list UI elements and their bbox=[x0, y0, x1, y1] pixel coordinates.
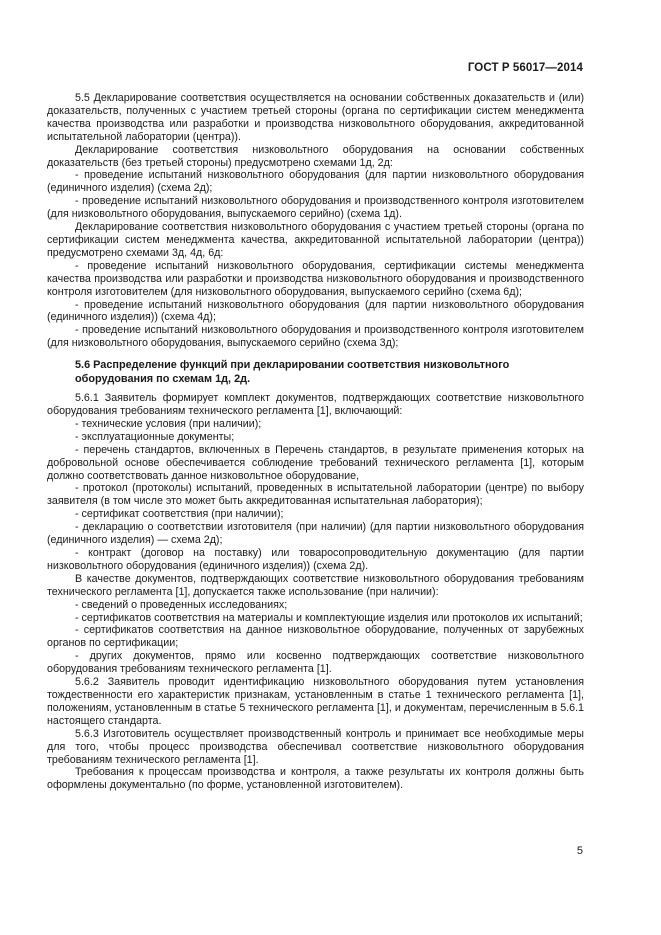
list-item: - контракт (договор на поставку) или товаросопроводительную документацию (для партии низковольтного оборудования (единичного изделия)) (схема 2д). bbox=[47, 547, 584, 572]
list-item: - проведение испытаний низковольтного оборудования (для партии низковольтного оборудования (единичного изделия) (схема 2д); bbox=[47, 169, 584, 195]
paragraph-third-party-declaration: Декларирование соответствия низковольтного оборудования с участием третьей стороны (органа по сертификации систем менеджмента качества, аккредитованной испытательной лаборатории (центра)) предусмотрено схемами 3д, 4д, 6д: bbox=[47, 221, 584, 259]
paragraph-5-6-3: 5.6.3 Изготовитель осуществляет производственный контроль и принимает все необходимые меры для того, чтобы процесс производства обеспечивал соответствие низковольтного оборудования требованиям технического регламента [1]. bbox=[47, 727, 584, 766]
paragraph-5-5: 5.5 Декларирование соответствия осуществляется на основании собственных доказательств и (или) доказательств, полученных с участием третьей стороны (органа по сертификации систем менеджмента качества производства или разработки и производства низковольтного оборудования, аккредитованной испытательной лаборатории (центра)). bbox=[47, 92, 584, 143]
page-number: 5 bbox=[576, 845, 583, 857]
list-item: - сертификат соответствия (при наличии); bbox=[75, 508, 284, 521]
paragraph-additional-documents: В качестве документов, подтверждающих соответствие низковольтного оборудования требованиям технического регламента [1], допускается также использование (при наличии): bbox=[47, 572, 584, 598]
list-item: - сведений о проведенных исследованиях; bbox=[75, 598, 288, 611]
paragraph-5-6-1: 5.6.1 Заявитель формирует комплект документов, подтверждающих соответствие низковольтного оборудования требованиям технического регламента [1], включающий: bbox=[47, 392, 584, 418]
list-item: - технические условия (при наличии); bbox=[75, 417, 262, 430]
list-item: - других документов, прямо или косвенно подтверждающих соответствие низковольтного оборудования требованиям технического регламента [1]. bbox=[47, 650, 584, 676]
paragraph-requirements: Требования к процессам производства и контроля, а также результаты их контроля должны быть оформлены документально (по форме, установленной изготовителем). bbox=[47, 766, 584, 792]
list-item: - сертификатов соответствия на данное низковольтное оборудование, полученных от зарубежных органов по сертификации; bbox=[47, 624, 584, 650]
list-item: - перечень стандартов, включенных в Перечень стандартов, в результате применения которых на добровольной основе обеспечивается соблюдение требований технического регламента [1], которым должно соответствовать данное низковольтное оборудование, bbox=[47, 443, 584, 482]
list-item: - декларацию о соответствии изготовителя (при наличии) (для партии низковольтного оборудования (единичного изделия) — схема 2д); bbox=[47, 521, 584, 547]
list-item: - проведение испытаний низковольтного оборудования, сертификации системы менеджмента качества производства или разработки и производства низковольтного оборудования и производственного контроля изготовителем (для низковольтного оборудования, выпускаемого серийно (схема 6д); bbox=[47, 259, 584, 298]
list-item: - проведение испытаний низковольтного оборудования и производственного контроля изготовителем (для низковольтного оборудования, выпускаемого серийно) (схема 1д). bbox=[47, 195, 584, 221]
list-item: - протокол (протоколы) испытаний, проведенных в испытательной лаборатории (центре) по выбору заявителя (в том числе это может быть аккредитованная испытательная лаборатория); bbox=[47, 482, 584, 508]
document-id: ГОСТ Р 56017—2014 bbox=[467, 62, 583, 74]
list-item: - проведение испытаний низковольтного оборудования (для партии низковольтного оборудования (единичного изделия)) (схема 4д); bbox=[47, 298, 584, 324]
paragraph-5-6-2: 5.6.2 Заявитель проводит идентификацию низковольтного оборудования путем установления тождественности его характеристик признакам, установленным в статье 1 технического регламента [1], положениям, установленным в статье 5 технического регламента [1], и документам, перечисленным в 5.6.1 настоящего стандарта. bbox=[47, 676, 584, 727]
section-heading-5-6: 5.6 Распределение функций при декларировании соответствия низковольтного оборудования по схемам 1д, 2д. bbox=[75, 359, 510, 386]
list-item: - сертификатов соответствия на материалы и комплектующие изделия или протоколов их испытаний; bbox=[75, 611, 583, 624]
list-item: - эксплуатационные документы; bbox=[75, 430, 235, 443]
document-body bbox=[47, 92, 584, 792]
paragraph-self-declaration: Декларирование соответствия низковольтного оборудования на основании собственных доказательств (без третьей стороны) предусмотрено схемами 1д, 2д: bbox=[47, 143, 584, 169]
list-item: - проведение испытаний низковольтного оборудования и производственного контроля изготовителем (для низковольтного оборудования, выпускаемого серийно (схема 3д); bbox=[47, 324, 584, 350]
